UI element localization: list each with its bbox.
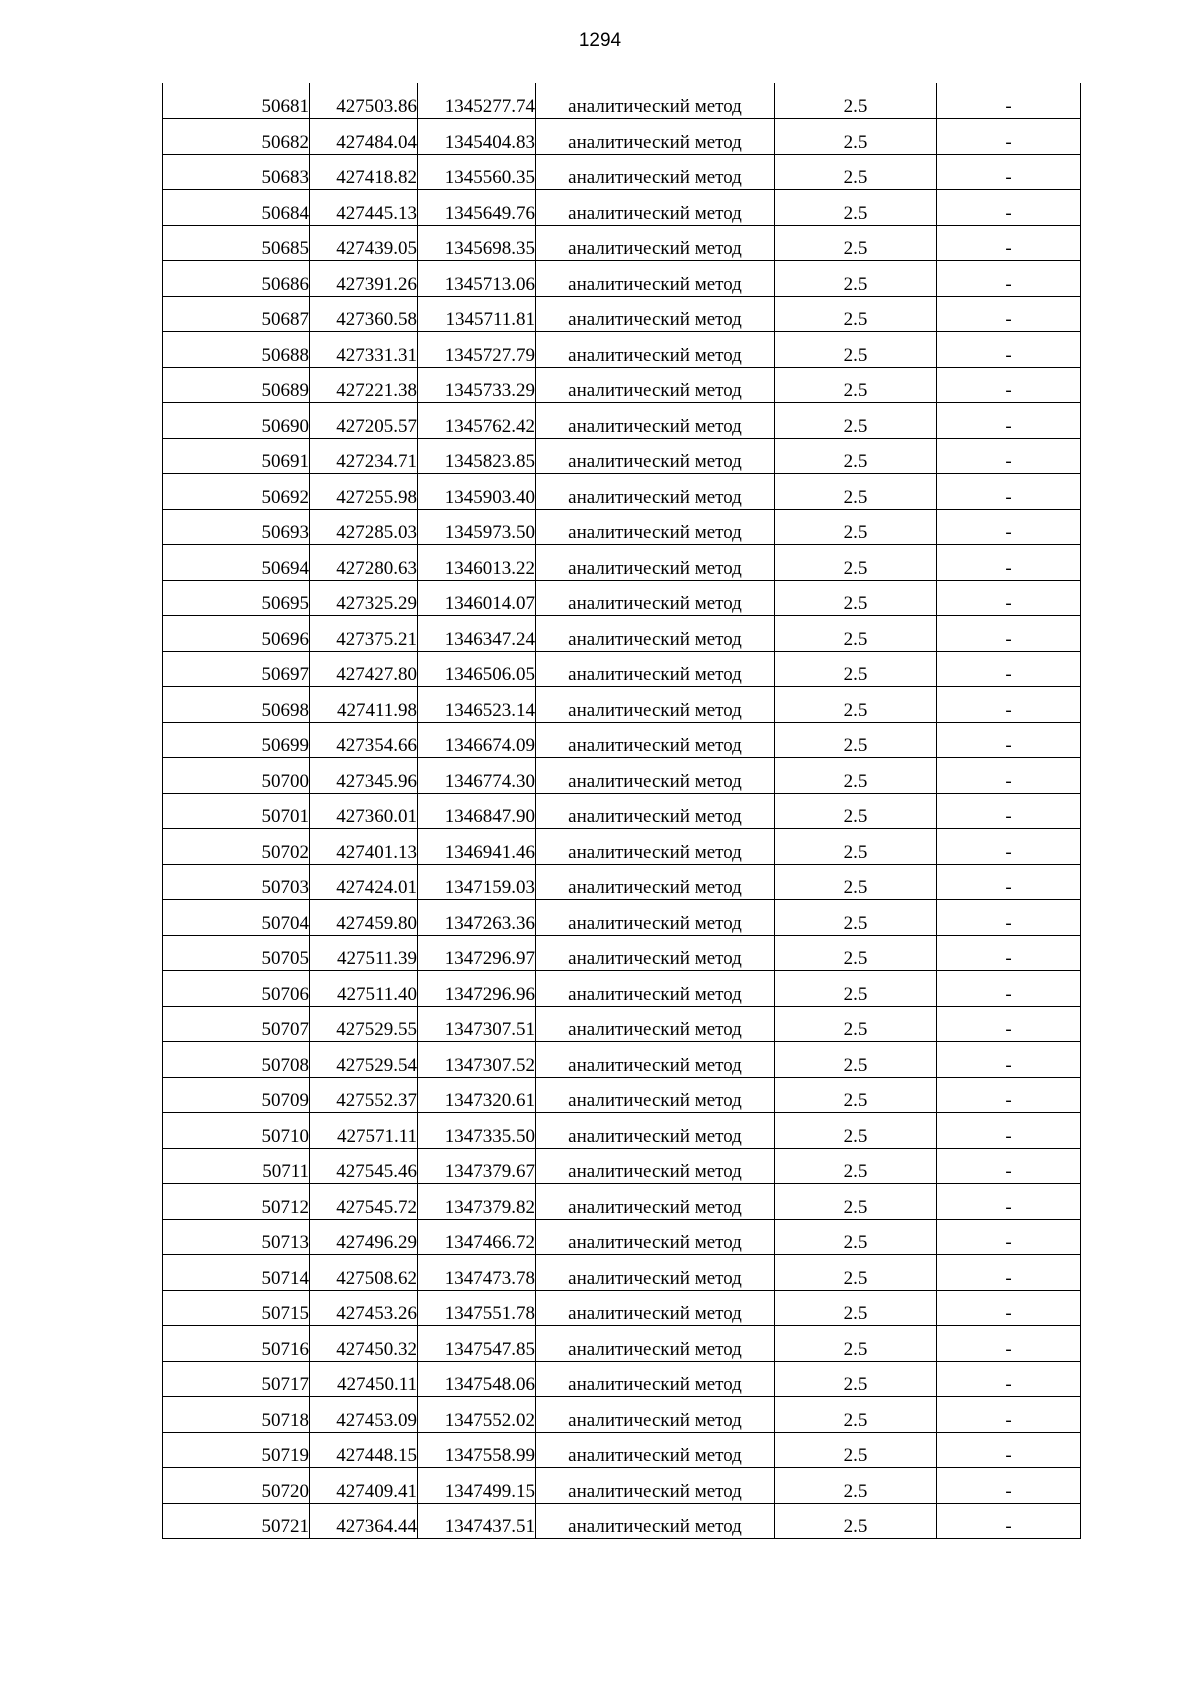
point-number-cell: 50721 — [163, 1503, 310, 1539]
point-number-cell: 50698 — [163, 687, 310, 723]
x-coordinate-cell: 427445.13 — [310, 190, 418, 226]
table-row — [163, 296, 1081, 332]
point-number-cell: 50718 — [163, 1397, 310, 1433]
accuracy-cell: 2.5 — [775, 1184, 937, 1220]
point-number-cell: 50713 — [163, 1219, 310, 1255]
accuracy-cell: 2.5 — [775, 935, 937, 971]
method-cell: аналитический метод — [536, 1468, 775, 1504]
x-coordinate-cell: 427459.80 — [310, 900, 418, 936]
accuracy-cell: 2.5 — [775, 1397, 937, 1433]
method-cell: аналитический метод — [536, 119, 775, 155]
accuracy-cell: 2.5 — [775, 829, 937, 865]
y-coordinate-cell: 1347547.85 — [418, 1326, 536, 1362]
y-coordinate-cell: 1347437.51 — [418, 1503, 536, 1539]
x-coordinate-cell: 427354.66 — [310, 722, 418, 758]
note-cell: - — [937, 1361, 1081, 1397]
accuracy-cell: 2.5 — [775, 296, 937, 332]
coordinates-table — [162, 83, 1081, 1539]
method-cell: аналитический метод — [536, 1432, 775, 1468]
method-cell: аналитический метод — [536, 1219, 775, 1255]
accuracy-cell: 2.5 — [775, 1326, 937, 1362]
method-cell: аналитический метод — [536, 1006, 775, 1042]
x-coordinate-cell: 427439.05 — [310, 225, 418, 261]
point-number-cell: 50710 — [163, 1113, 310, 1149]
accuracy-cell: 2.5 — [775, 119, 937, 155]
note-cell: - — [937, 403, 1081, 439]
x-coordinate-cell: 427571.11 — [310, 1113, 418, 1149]
y-coordinate-cell: 1347159.03 — [418, 864, 536, 900]
point-number-cell: 50703 — [163, 864, 310, 900]
accuracy-cell: 2.5 — [775, 1468, 937, 1504]
table-row — [163, 545, 1081, 581]
x-coordinate-cell: 427508.62 — [310, 1255, 418, 1291]
x-coordinate-cell: 427391.26 — [310, 261, 418, 297]
method-cell: аналитический метод — [536, 83, 775, 119]
table-row — [163, 367, 1081, 403]
method-cell: аналитический метод — [536, 1326, 775, 1362]
x-coordinate-cell: 427205.57 — [310, 403, 418, 439]
note-cell: - — [937, 296, 1081, 332]
x-coordinate-cell: 427401.13 — [310, 829, 418, 865]
accuracy-cell: 2.5 — [775, 403, 937, 439]
accuracy-cell: 2.5 — [775, 83, 937, 119]
y-coordinate-cell: 1346847.90 — [418, 793, 536, 829]
point-number-cell: 50688 — [163, 332, 310, 368]
x-coordinate-cell: 427552.37 — [310, 1077, 418, 1113]
accuracy-cell: 2.5 — [775, 1077, 937, 1113]
method-cell: аналитический метод — [536, 1113, 775, 1149]
note-cell: - — [937, 509, 1081, 545]
table-row — [163, 1503, 1081, 1539]
y-coordinate-cell: 1347552.02 — [418, 1397, 536, 1433]
note-cell: - — [937, 190, 1081, 226]
point-number-cell: 50689 — [163, 367, 310, 403]
note-cell: - — [937, 758, 1081, 794]
table-row — [163, 1077, 1081, 1113]
accuracy-cell: 2.5 — [775, 580, 937, 616]
point-number-cell: 50695 — [163, 580, 310, 616]
y-coordinate-cell: 1347558.99 — [418, 1432, 536, 1468]
y-coordinate-cell: 1346774.30 — [418, 758, 536, 794]
method-cell: аналитический метод — [536, 864, 775, 900]
table-row — [163, 119, 1081, 155]
note-cell: - — [937, 651, 1081, 687]
method-cell: аналитический метод — [536, 793, 775, 829]
method-cell: аналитический метод — [536, 545, 775, 581]
table-row — [163, 864, 1081, 900]
note-cell: - — [937, 1042, 1081, 1078]
note-cell: - — [937, 1148, 1081, 1184]
y-coordinate-cell: 1347473.78 — [418, 1255, 536, 1291]
accuracy-cell: 2.5 — [775, 509, 937, 545]
method-cell: аналитический метод — [536, 154, 775, 190]
y-coordinate-cell: 1345727.79 — [418, 332, 536, 368]
method-cell: аналитический метод — [536, 474, 775, 510]
table-row — [163, 722, 1081, 758]
method-cell: аналитический метод — [536, 616, 775, 652]
method-cell: аналитический метод — [536, 225, 775, 261]
x-coordinate-cell: 427450.11 — [310, 1361, 418, 1397]
method-cell: аналитический метод — [536, 900, 775, 936]
table-row — [163, 971, 1081, 1007]
x-coordinate-cell: 427545.46 — [310, 1148, 418, 1184]
accuracy-cell: 2.5 — [775, 722, 937, 758]
table-row — [163, 83, 1081, 119]
table-row — [163, 829, 1081, 865]
accuracy-cell: 2.5 — [775, 154, 937, 190]
method-cell: аналитический метод — [536, 403, 775, 439]
table-row — [163, 651, 1081, 687]
accuracy-cell: 2.5 — [775, 1432, 937, 1468]
x-coordinate-cell: 427448.15 — [310, 1432, 418, 1468]
table-row — [163, 154, 1081, 190]
table-row — [163, 580, 1081, 616]
x-coordinate-cell: 427496.29 — [310, 1219, 418, 1255]
y-coordinate-cell: 1347296.96 — [418, 971, 536, 1007]
table-row — [163, 900, 1081, 936]
point-number-cell: 50706 — [163, 971, 310, 1007]
point-number-cell: 50696 — [163, 616, 310, 652]
note-cell: - — [937, 1006, 1081, 1042]
note-cell: - — [937, 935, 1081, 971]
y-coordinate-cell: 1345903.40 — [418, 474, 536, 510]
method-cell: аналитический метод — [536, 971, 775, 1007]
accuracy-cell: 2.5 — [775, 474, 937, 510]
accuracy-cell: 2.5 — [775, 1290, 937, 1326]
method-cell: аналитический метод — [536, 332, 775, 368]
table-row — [163, 1184, 1081, 1220]
y-coordinate-cell: 1345698.35 — [418, 225, 536, 261]
y-coordinate-cell: 1346013.22 — [418, 545, 536, 581]
note-cell: - — [937, 438, 1081, 474]
method-cell: аналитический метод — [536, 438, 775, 474]
point-number-cell: 50681 — [163, 83, 310, 119]
x-coordinate-cell: 427325.29 — [310, 580, 418, 616]
note-cell: - — [937, 367, 1081, 403]
x-coordinate-cell: 427427.80 — [310, 651, 418, 687]
x-coordinate-cell: 427285.03 — [310, 509, 418, 545]
x-coordinate-cell: 427424.01 — [310, 864, 418, 900]
note-cell: - — [937, 1397, 1081, 1433]
point-number-cell: 50682 — [163, 119, 310, 155]
accuracy-cell: 2.5 — [775, 1006, 937, 1042]
y-coordinate-cell: 1347499.15 — [418, 1468, 536, 1504]
method-cell: аналитический метод — [536, 1397, 775, 1433]
x-coordinate-cell: 427360.58 — [310, 296, 418, 332]
point-number-cell: 50705 — [163, 935, 310, 971]
method-cell: аналитический метод — [536, 190, 775, 226]
table-row — [163, 403, 1081, 439]
accuracy-cell: 2.5 — [775, 971, 937, 1007]
y-coordinate-cell: 1347296.97 — [418, 935, 536, 971]
method-cell: аналитический метод — [536, 1148, 775, 1184]
method-cell: аналитический метод — [536, 1290, 775, 1326]
method-cell: аналитический метод — [536, 1042, 775, 1078]
note-cell: - — [937, 332, 1081, 368]
accuracy-cell: 2.5 — [775, 1113, 937, 1149]
x-coordinate-cell: 427453.26 — [310, 1290, 418, 1326]
method-cell: аналитический метод — [536, 687, 775, 723]
note-cell: - — [937, 900, 1081, 936]
y-coordinate-cell: 1345649.76 — [418, 190, 536, 226]
method-cell: аналитический метод — [536, 935, 775, 971]
point-number-cell: 50702 — [163, 829, 310, 865]
point-number-cell: 50694 — [163, 545, 310, 581]
note-cell: - — [937, 1468, 1081, 1504]
table-row — [163, 1255, 1081, 1291]
accuracy-cell: 2.5 — [775, 651, 937, 687]
table-row — [163, 793, 1081, 829]
y-coordinate-cell: 1345560.35 — [418, 154, 536, 190]
method-cell: аналитический метод — [536, 651, 775, 687]
table-row — [163, 1361, 1081, 1397]
point-number-cell: 50720 — [163, 1468, 310, 1504]
note-cell: - — [937, 864, 1081, 900]
table-row — [163, 1148, 1081, 1184]
accuracy-cell: 2.5 — [775, 332, 937, 368]
table-row — [163, 1432, 1081, 1468]
table-row — [163, 1042, 1081, 1078]
method-cell: аналитический метод — [536, 1077, 775, 1113]
accuracy-cell: 2.5 — [775, 864, 937, 900]
note-cell: - — [937, 971, 1081, 1007]
note-cell: - — [937, 1184, 1081, 1220]
y-coordinate-cell: 1346941.46 — [418, 829, 536, 865]
table-row — [163, 1006, 1081, 1042]
table-row — [163, 616, 1081, 652]
point-number-cell: 50701 — [163, 793, 310, 829]
point-number-cell: 50717 — [163, 1361, 310, 1397]
note-cell: - — [937, 722, 1081, 758]
accuracy-cell: 2.5 — [775, 793, 937, 829]
note-cell: - — [937, 687, 1081, 723]
y-coordinate-cell: 1346506.05 — [418, 651, 536, 687]
x-coordinate-cell: 427453.09 — [310, 1397, 418, 1433]
method-cell: аналитический метод — [536, 758, 775, 794]
method-cell: аналитический метод — [536, 722, 775, 758]
note-cell: - — [937, 1077, 1081, 1113]
y-coordinate-cell: 1347379.82 — [418, 1184, 536, 1220]
point-number-cell: 50716 — [163, 1326, 310, 1362]
x-coordinate-cell: 427331.31 — [310, 332, 418, 368]
x-coordinate-cell: 427529.54 — [310, 1042, 418, 1078]
accuracy-cell: 2.5 — [775, 1219, 937, 1255]
method-cell: аналитический метод — [536, 1503, 775, 1539]
y-coordinate-cell: 1347335.50 — [418, 1113, 536, 1149]
accuracy-cell: 2.5 — [775, 438, 937, 474]
note-cell: - — [937, 1113, 1081, 1149]
point-number-cell: 50691 — [163, 438, 310, 474]
table-row — [163, 261, 1081, 297]
method-cell: аналитический метод — [536, 1361, 775, 1397]
note-cell: - — [937, 829, 1081, 865]
y-coordinate-cell: 1345277.74 — [418, 83, 536, 119]
page-number: 1294 — [578, 30, 622, 51]
x-coordinate-cell: 427529.55 — [310, 1006, 418, 1042]
accuracy-cell: 2.5 — [775, 758, 937, 794]
accuracy-cell: 2.5 — [775, 261, 937, 297]
y-coordinate-cell: 1347466.72 — [418, 1219, 536, 1255]
point-number-cell: 50714 — [163, 1255, 310, 1291]
point-number-cell: 50707 — [163, 1006, 310, 1042]
table-row — [163, 1326, 1081, 1362]
y-coordinate-cell: 1345823.85 — [418, 438, 536, 474]
point-number-cell: 50704 — [163, 900, 310, 936]
point-number-cell: 50709 — [163, 1077, 310, 1113]
note-cell: - — [937, 616, 1081, 652]
point-number-cell: 50685 — [163, 225, 310, 261]
y-coordinate-cell: 1347320.61 — [418, 1077, 536, 1113]
accuracy-cell: 2.5 — [775, 687, 937, 723]
x-coordinate-cell: 427484.04 — [310, 119, 418, 155]
accuracy-cell: 2.5 — [775, 1148, 937, 1184]
table-row — [163, 687, 1081, 723]
accuracy-cell: 2.5 — [775, 900, 937, 936]
point-number-cell: 50684 — [163, 190, 310, 226]
table-body — [163, 83, 1081, 1539]
y-coordinate-cell: 1346674.09 — [418, 722, 536, 758]
accuracy-cell: 2.5 — [775, 225, 937, 261]
x-coordinate-cell: 427503.86 — [310, 83, 418, 119]
table-row — [163, 1397, 1081, 1433]
note-cell: - — [937, 580, 1081, 616]
table-row — [163, 225, 1081, 261]
x-coordinate-cell: 427511.40 — [310, 971, 418, 1007]
x-coordinate-cell: 427360.01 — [310, 793, 418, 829]
x-coordinate-cell: 427280.63 — [310, 545, 418, 581]
note-cell: - — [937, 793, 1081, 829]
x-coordinate-cell: 427364.44 — [310, 1503, 418, 1539]
y-coordinate-cell: 1345713.06 — [418, 261, 536, 297]
y-coordinate-cell: 1347263.36 — [418, 900, 536, 936]
table-row — [163, 1290, 1081, 1326]
y-coordinate-cell: 1347307.51 — [418, 1006, 536, 1042]
note-cell: - — [937, 474, 1081, 510]
note-cell: - — [937, 1432, 1081, 1468]
x-coordinate-cell: 427511.39 — [310, 935, 418, 971]
point-number-cell: 50712 — [163, 1184, 310, 1220]
y-coordinate-cell: 1345404.83 — [418, 119, 536, 155]
method-cell: аналитический метод — [536, 296, 775, 332]
point-number-cell: 50711 — [163, 1148, 310, 1184]
point-number-cell: 50692 — [163, 474, 310, 510]
y-coordinate-cell: 1347379.67 — [418, 1148, 536, 1184]
accuracy-cell: 2.5 — [775, 1503, 937, 1539]
method-cell: аналитический метод — [536, 509, 775, 545]
x-coordinate-cell: 427255.98 — [310, 474, 418, 510]
point-number-cell: 50719 — [163, 1432, 310, 1468]
note-cell: - — [937, 545, 1081, 581]
table-row — [163, 474, 1081, 510]
method-cell: аналитический метод — [536, 829, 775, 865]
x-coordinate-cell: 427411.98 — [310, 687, 418, 723]
note-cell: - — [937, 154, 1081, 190]
table-row — [163, 1113, 1081, 1149]
accuracy-cell: 2.5 — [775, 190, 937, 226]
x-coordinate-cell: 427221.38 — [310, 367, 418, 403]
x-coordinate-cell: 427375.21 — [310, 616, 418, 652]
method-cell: аналитический метод — [536, 1255, 775, 1291]
y-coordinate-cell: 1345762.42 — [418, 403, 536, 439]
point-number-cell: 50686 — [163, 261, 310, 297]
table-row — [163, 935, 1081, 971]
point-number-cell: 50708 — [163, 1042, 310, 1078]
y-coordinate-cell: 1345733.29 — [418, 367, 536, 403]
x-coordinate-cell: 427234.71 — [310, 438, 418, 474]
method-cell: аналитический метод — [536, 261, 775, 297]
table-row — [163, 332, 1081, 368]
accuracy-cell: 2.5 — [775, 545, 937, 581]
note-cell: - — [937, 225, 1081, 261]
note-cell: - — [937, 1219, 1081, 1255]
y-coordinate-cell: 1346014.07 — [418, 580, 536, 616]
x-coordinate-cell: 427545.72 — [310, 1184, 418, 1220]
point-number-cell: 50697 — [163, 651, 310, 687]
x-coordinate-cell: 427418.82 — [310, 154, 418, 190]
y-coordinate-cell: 1346523.14 — [418, 687, 536, 723]
point-number-cell: 50687 — [163, 296, 310, 332]
method-cell: аналитический метод — [536, 367, 775, 403]
y-coordinate-cell: 1345973.50 — [418, 509, 536, 545]
table-row — [163, 1219, 1081, 1255]
point-number-cell: 50700 — [163, 758, 310, 794]
table-row — [163, 758, 1081, 794]
method-cell: аналитический метод — [536, 580, 775, 616]
point-number-cell: 50699 — [163, 722, 310, 758]
point-number-cell: 50715 — [163, 1290, 310, 1326]
x-coordinate-cell: 427345.96 — [310, 758, 418, 794]
y-coordinate-cell: 1347548.06 — [418, 1361, 536, 1397]
accuracy-cell: 2.5 — [775, 616, 937, 652]
x-coordinate-cell: 427409.41 — [310, 1468, 418, 1504]
table-row — [163, 438, 1081, 474]
table-row — [163, 509, 1081, 545]
y-coordinate-cell: 1346347.24 — [418, 616, 536, 652]
y-coordinate-cell: 1345711.81 — [418, 296, 536, 332]
note-cell: - — [937, 83, 1081, 119]
y-coordinate-cell: 1347551.78 — [418, 1290, 536, 1326]
accuracy-cell: 2.5 — [775, 367, 937, 403]
note-cell: - — [937, 1503, 1081, 1539]
table-row — [163, 1468, 1081, 1504]
table-row — [163, 190, 1081, 226]
point-number-cell: 50693 — [163, 509, 310, 545]
accuracy-cell: 2.5 — [775, 1361, 937, 1397]
note-cell: - — [937, 261, 1081, 297]
x-coordinate-cell: 427450.32 — [310, 1326, 418, 1362]
method-cell: аналитический метод — [536, 1184, 775, 1220]
y-coordinate-cell: 1347307.52 — [418, 1042, 536, 1078]
note-cell: - — [937, 1255, 1081, 1291]
note-cell: - — [937, 119, 1081, 155]
note-cell: - — [937, 1290, 1081, 1326]
note-cell: - — [937, 1326, 1081, 1362]
accuracy-cell: 2.5 — [775, 1255, 937, 1291]
accuracy-cell: 2.5 — [775, 1042, 937, 1078]
point-number-cell: 50683 — [163, 154, 310, 190]
point-number-cell: 50690 — [163, 403, 310, 439]
